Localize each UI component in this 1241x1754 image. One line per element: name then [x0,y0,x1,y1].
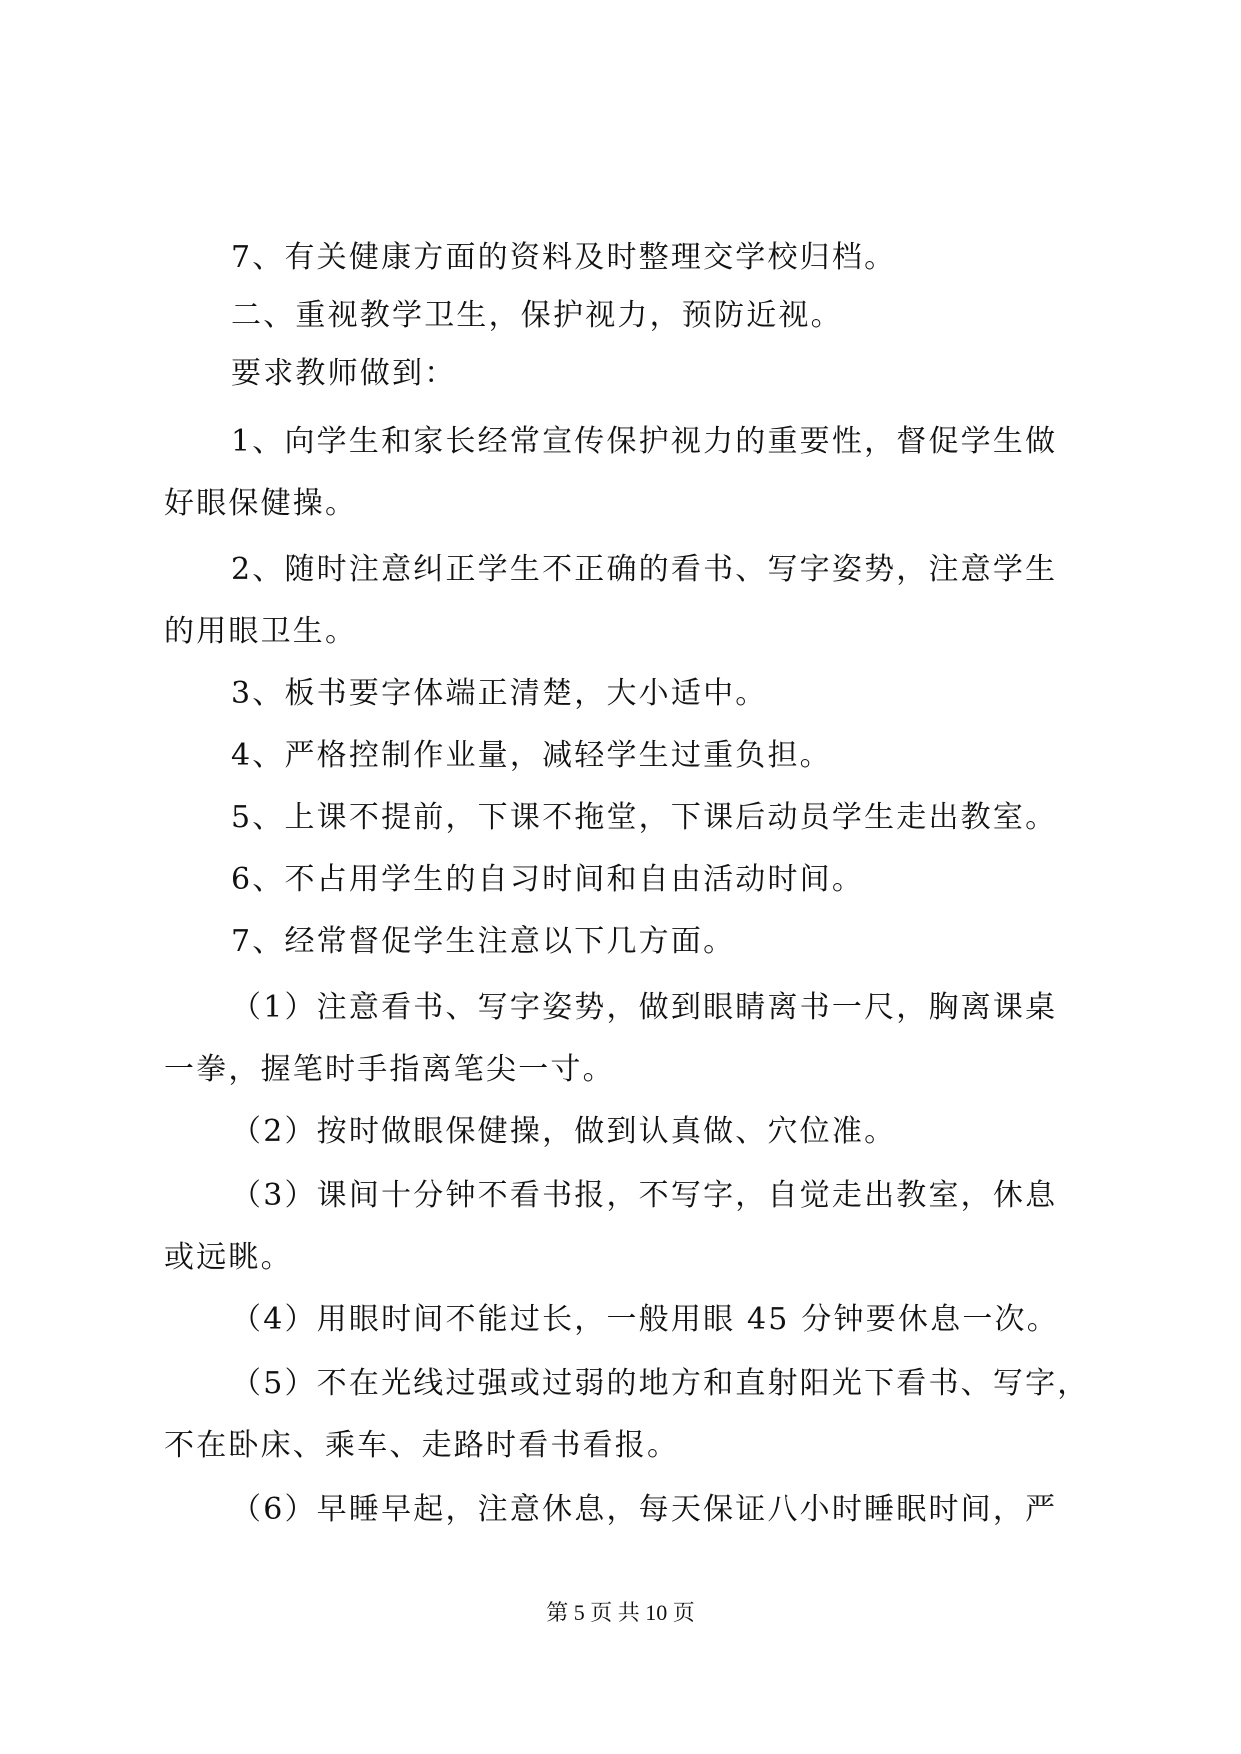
text-line: 6、不占用学生的自习时间和自由活动时间。 [231,862,865,897]
text-line: （2）按时做眼保健操，做到认真做、穴位准。 [231,1114,897,1149]
text-line: 的用眼卫生。 [164,614,358,649]
text-line: 7、有关健康方面的资料及时整理交学校归档。 [231,240,897,275]
text-line: （6）早睡早起，注意休息，每天保证八小时睡眠时间，严 [231,1492,1058,1527]
text-line: 好眼保健操。 [164,486,358,521]
text-line: （5）不在光线过强或过弱的地方和直射阳光下看书、写字， [231,1366,1090,1401]
text-line: （1）注意看书、写字姿势，做到眼睛离书一尺，胸离课桌 [231,990,1058,1025]
text-line: 7、经常督促学生注意以下几方面。 [231,924,736,959]
text-line: 4、严格控制作业量，减轻学生过重负担。 [231,738,832,773]
text-line: （4）用眼时间不能过长，一般用眼 45 分钟要休息一次。 [231,1302,1059,1337]
text-line: （3）课间十分钟不看书报，不写字，自觉走出教室，休息 [231,1178,1058,1213]
text-line: 2、随时注意纠正学生不正确的看书、写字姿势，注意学生 [231,552,1058,587]
page-number-footer: 第 5 页 共 10 页 [546,1600,695,1625]
text-line: 要求教师做到： [231,356,457,391]
text-line: 5、上课不提前，下课不拖堂，下课后动员学生走出教室。 [231,800,1058,835]
text-line: 不在卧床、乘车、走路时看书看报。 [164,1428,680,1463]
text-line: 一拳，握笔时手指离笔尖一寸。 [164,1052,615,1087]
text-line: 或远眺。 [164,1240,293,1275]
section-heading: 二、重视教学卫生，保护视力，预防近视。 [231,298,843,333]
text-line: 1、向学生和家长经常宣传保护视力的重要性，督促学生做 [231,424,1058,459]
text-line: 3、板书要字体端正清楚，大小适中。 [231,676,768,711]
